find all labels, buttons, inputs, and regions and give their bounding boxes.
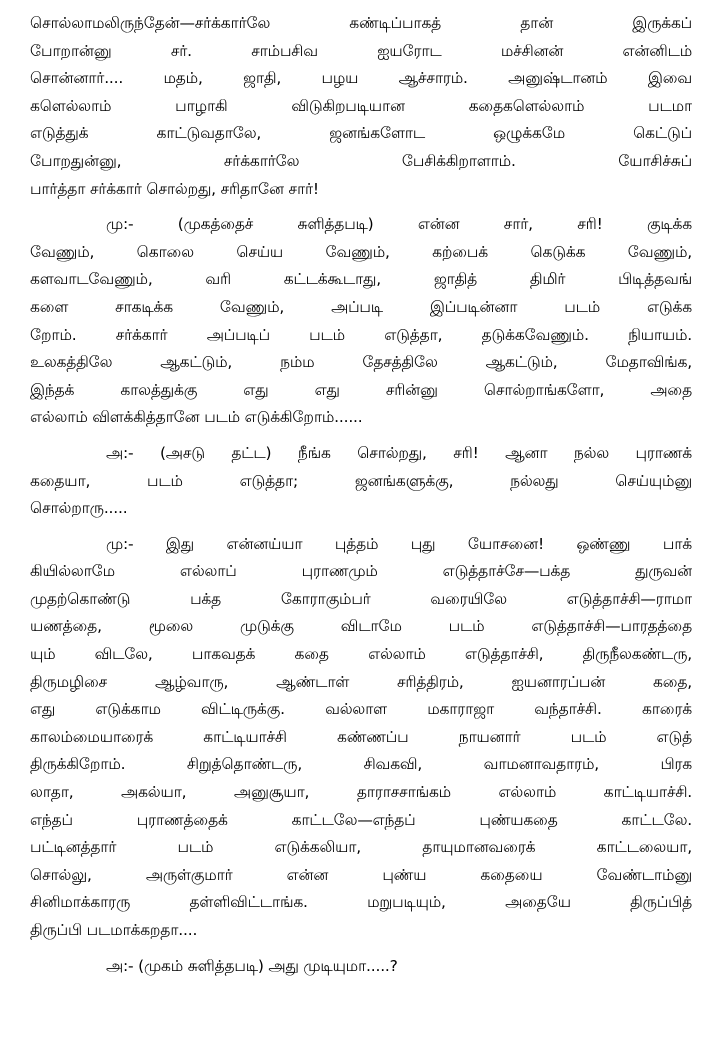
text-line: லாதா, அகல்யா, அனுசூயா, தாராசசாங்கம் எல்லாம் காட்டியாச்சி. bbox=[30, 783, 692, 802]
text-line: காலம்மையாரைக் காட்டியாச்சி கண்ணப்ப நாயனார் படம் எடுத் bbox=[30, 727, 692, 746]
text-line: யும் விடலே, பாகவதக் கதை எல்லாம் எடுத்தாச்சி, திருநீலகண்டரு, bbox=[30, 645, 692, 664]
text-line: எடுத்துக் காட்டுவதாலே, ஜனங்களோட ஒழுக்கமே கெட்டுப் bbox=[30, 124, 692, 143]
paragraph-4 bbox=[30, 531, 692, 945]
text-line: களவாடவேணும், வரி கட்டக்கூடாது, ஜாதித் திமிர் பிடித்தவங் bbox=[30, 270, 692, 289]
text-line: வேணும், கொலை செய்ய வேணும், கற்பைக் கெடுக்க வேணும், bbox=[30, 242, 692, 261]
text-line: றோம். சர்க்கார் அப்படிப் படம் எடுத்தா, தடுக்கவேணும். நியாயம். bbox=[30, 325, 692, 344]
text-line: களெல்லாம் பாழாகி விடுகிறபடியான கதைகளெல்லாம் படமா bbox=[30, 96, 692, 115]
text-line: போறதுன்னு, சர்க்கார்லே பேசிக்கிறாளாம். யோசிச்சுப் bbox=[30, 151, 692, 170]
text-line: சொன்னார்.... மதம், ஜாதி, பழய ஆச்சாரம். அனுஷ்டானம் இவை bbox=[30, 69, 692, 88]
paragraph-2 bbox=[30, 211, 692, 432]
text-line: திருமழிசை ஆழ்வாரு, ஆண்டாள் சரித்திரம், ஐயனாரப்பன் கதை, bbox=[30, 672, 692, 691]
paragraph-1 bbox=[30, 10, 692, 203]
text-line: உலகத்திலே ஆகட்டும், நம்ம தேசத்திலே ஆகட்டும், மேதாவிங்க, bbox=[30, 353, 692, 372]
document-page bbox=[30, 10, 692, 980]
text-line: இந்தக் காலத்துக்கு எது எது சரின்னு சொல்றாங்களோ, அதை bbox=[30, 380, 692, 399]
text-line: எல்லாம் விளக்கித்தானே படம் எடுக்கிறோம்...... bbox=[30, 408, 363, 427]
text-line: எது எடுக்காம விட்டிருக்கு. வல்லாள மகாராஜா வந்தாச்சி. காரைக் bbox=[30, 700, 692, 719]
text-line: சொல்றாரு..... bbox=[30, 499, 128, 518]
text-line: மு:- இது என்னய்யா புத்தம் புது யோசனை! ஒண்ணு பாக் bbox=[106, 534, 692, 553]
text-line: அ:- (அசடு தட்ட) நீங்க சொல்றது, சரி! ஆனா நல்ல புராணக் bbox=[106, 443, 692, 462]
text-line: சினிமாக்காரரு தள்ளிவிட்டாங்க. மறுபடியும், அதையே திருப்பித் bbox=[30, 893, 692, 912]
text-line: மு:- (முகத்தைச் சுளித்தபடி) என்ன சார், சரி! குடிக்க bbox=[106, 215, 692, 234]
text-line: அ:- (முகம் சுளித்தபடி) அது முடியுமா.....? bbox=[106, 956, 398, 975]
text-line: கியில்லாமே எல்லாப் புராணமும் எடுத்தாச்சே—பக்த துருவன் bbox=[30, 562, 692, 581]
paragraph-3 bbox=[30, 440, 692, 523]
text-line: திருக்கிறோம். சிறுத்தொண்டரு, சிவகவி, வாமனாவதாரம், பிரக bbox=[30, 755, 692, 774]
text-line: எந்தப் புராணத்தைக் காட்டலே—எந்தப் புண்யகதை காட்டலே. bbox=[30, 810, 692, 829]
text-line: களை சாகடிக்க வேணும், அப்படி இப்படின்னா படம் எடுக்க bbox=[30, 297, 692, 316]
paragraph-5 bbox=[30, 953, 692, 981]
text-line: பட்டினத்தார் படம் எடுக்கலியா, தாயுமானவரைக் காட்டலையா, bbox=[30, 838, 692, 857]
text-line: கதையா, படம் எடுத்தா; ஜனங்களுக்கு, நல்லது செய்யும்னு bbox=[30, 471, 692, 490]
text-line: சொல்லாமலிருந்தேன்—சர்க்கார்லே கண்டிப்பாகத் தான் இருக்கப் bbox=[30, 14, 692, 32]
text-line: பார்த்தா சர்க்கார் சொல்றது, சரிதானே சார்! bbox=[30, 179, 319, 198]
text-line: யணத்தை, மூலை முடுக்கு விடாமே படம் எடுத்தாச்சி—பாரதத்தை bbox=[30, 617, 692, 636]
text-line: போறான்னு சர். சாம்பசிவ ஐயரோட மச்சினன் என்னிடம் bbox=[30, 41, 692, 60]
text-line: முதற்கொண்டு பக்த கோராகும்பர் வரையிலே எடுத்தாச்சி—ராமா bbox=[30, 589, 692, 608]
text-line: திருப்பி படமாக்கறதா.... bbox=[30, 921, 198, 939]
text-line: சொல்லு, அருள்குமார் என்ன புண்ய கதையை வேண்டாம்னு bbox=[30, 865, 692, 884]
